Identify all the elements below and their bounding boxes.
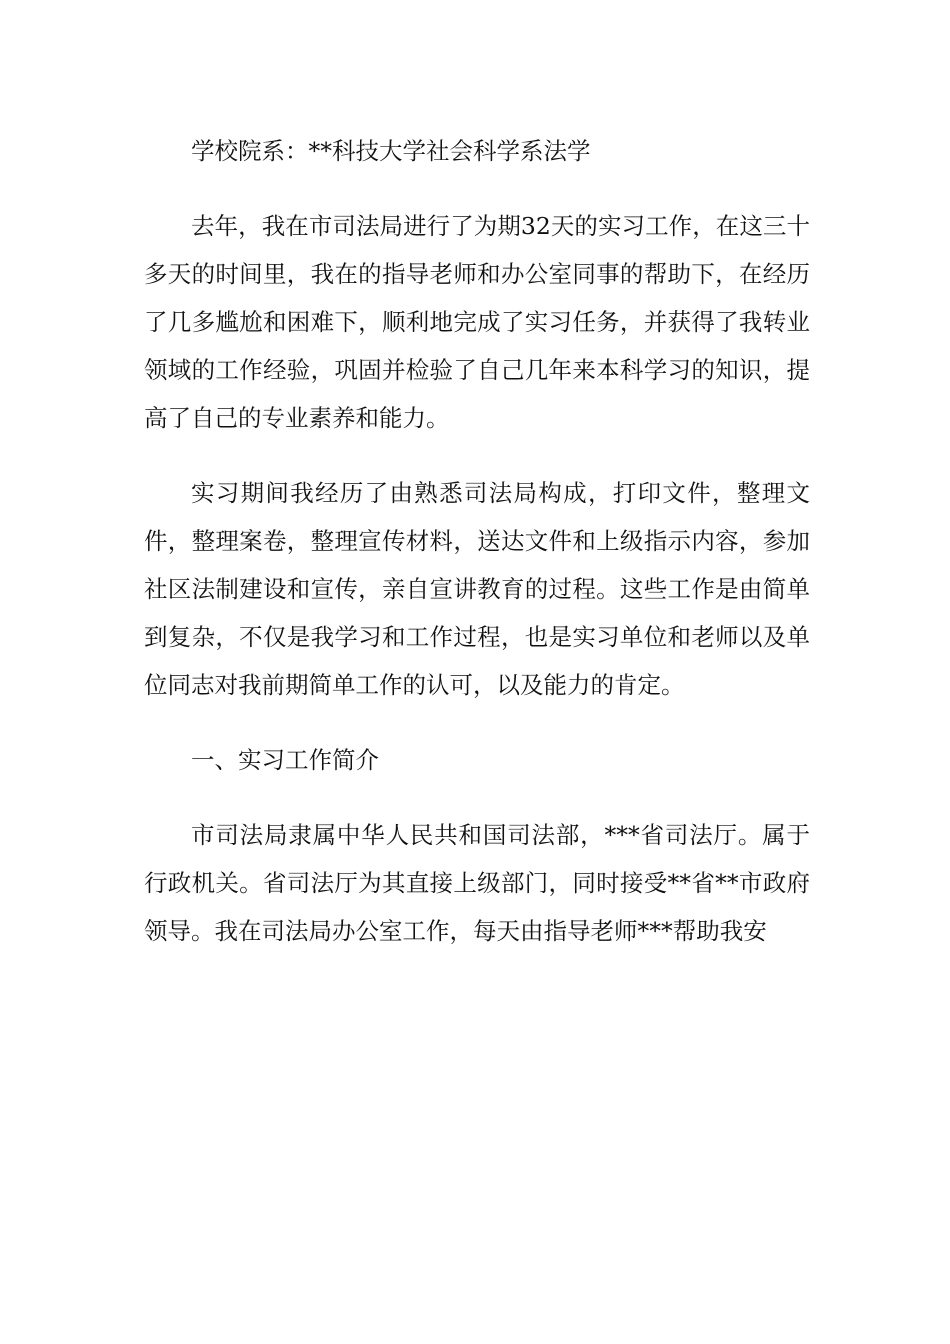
document-body bbox=[144, 127, 810, 982]
section-paragraph: 市司法局隶属中华人民共和国司法部，***省司法厅。属于行政机关。省司法厅为其直接上级部门，同时接受**省**市政府领导。我在司法局办公室工作，每天由指导老师***帮助我安 bbox=[144, 821, 810, 945]
section-heading: 一、实习工作简介 bbox=[191, 746, 379, 774]
school-line: 学校院系：**科技大学社会科学系法学 bbox=[191, 137, 591, 165]
paragraph-1: 去年，我在市司法局进行了为期32天的实习工作，在这三十多天的时间里，我在的指导老师和办公室同事的帮助下，在经历了几多尴尬和困难下，顺利地完成了实习任务，并获得了我转业领域的工作经验，巩固并检验了自己几年来本科学习的知识，提高了自己的专业素养和能力。 bbox=[144, 212, 810, 432]
paragraph-2: 实习期间我经历了由熟悉司法局构成，打印文件，整理文件，整理案卷，整理宣传材料，送达文件和上级指示内容，参加社区法制建设和宣传，亲自宣讲教育的过程。这些工作是由简单到复杂，不仅是我学习和工作过程，也是实习单位和老师以及单位同志对我前期简单工作的认可，以及能力的肯定。 bbox=[144, 479, 810, 699]
